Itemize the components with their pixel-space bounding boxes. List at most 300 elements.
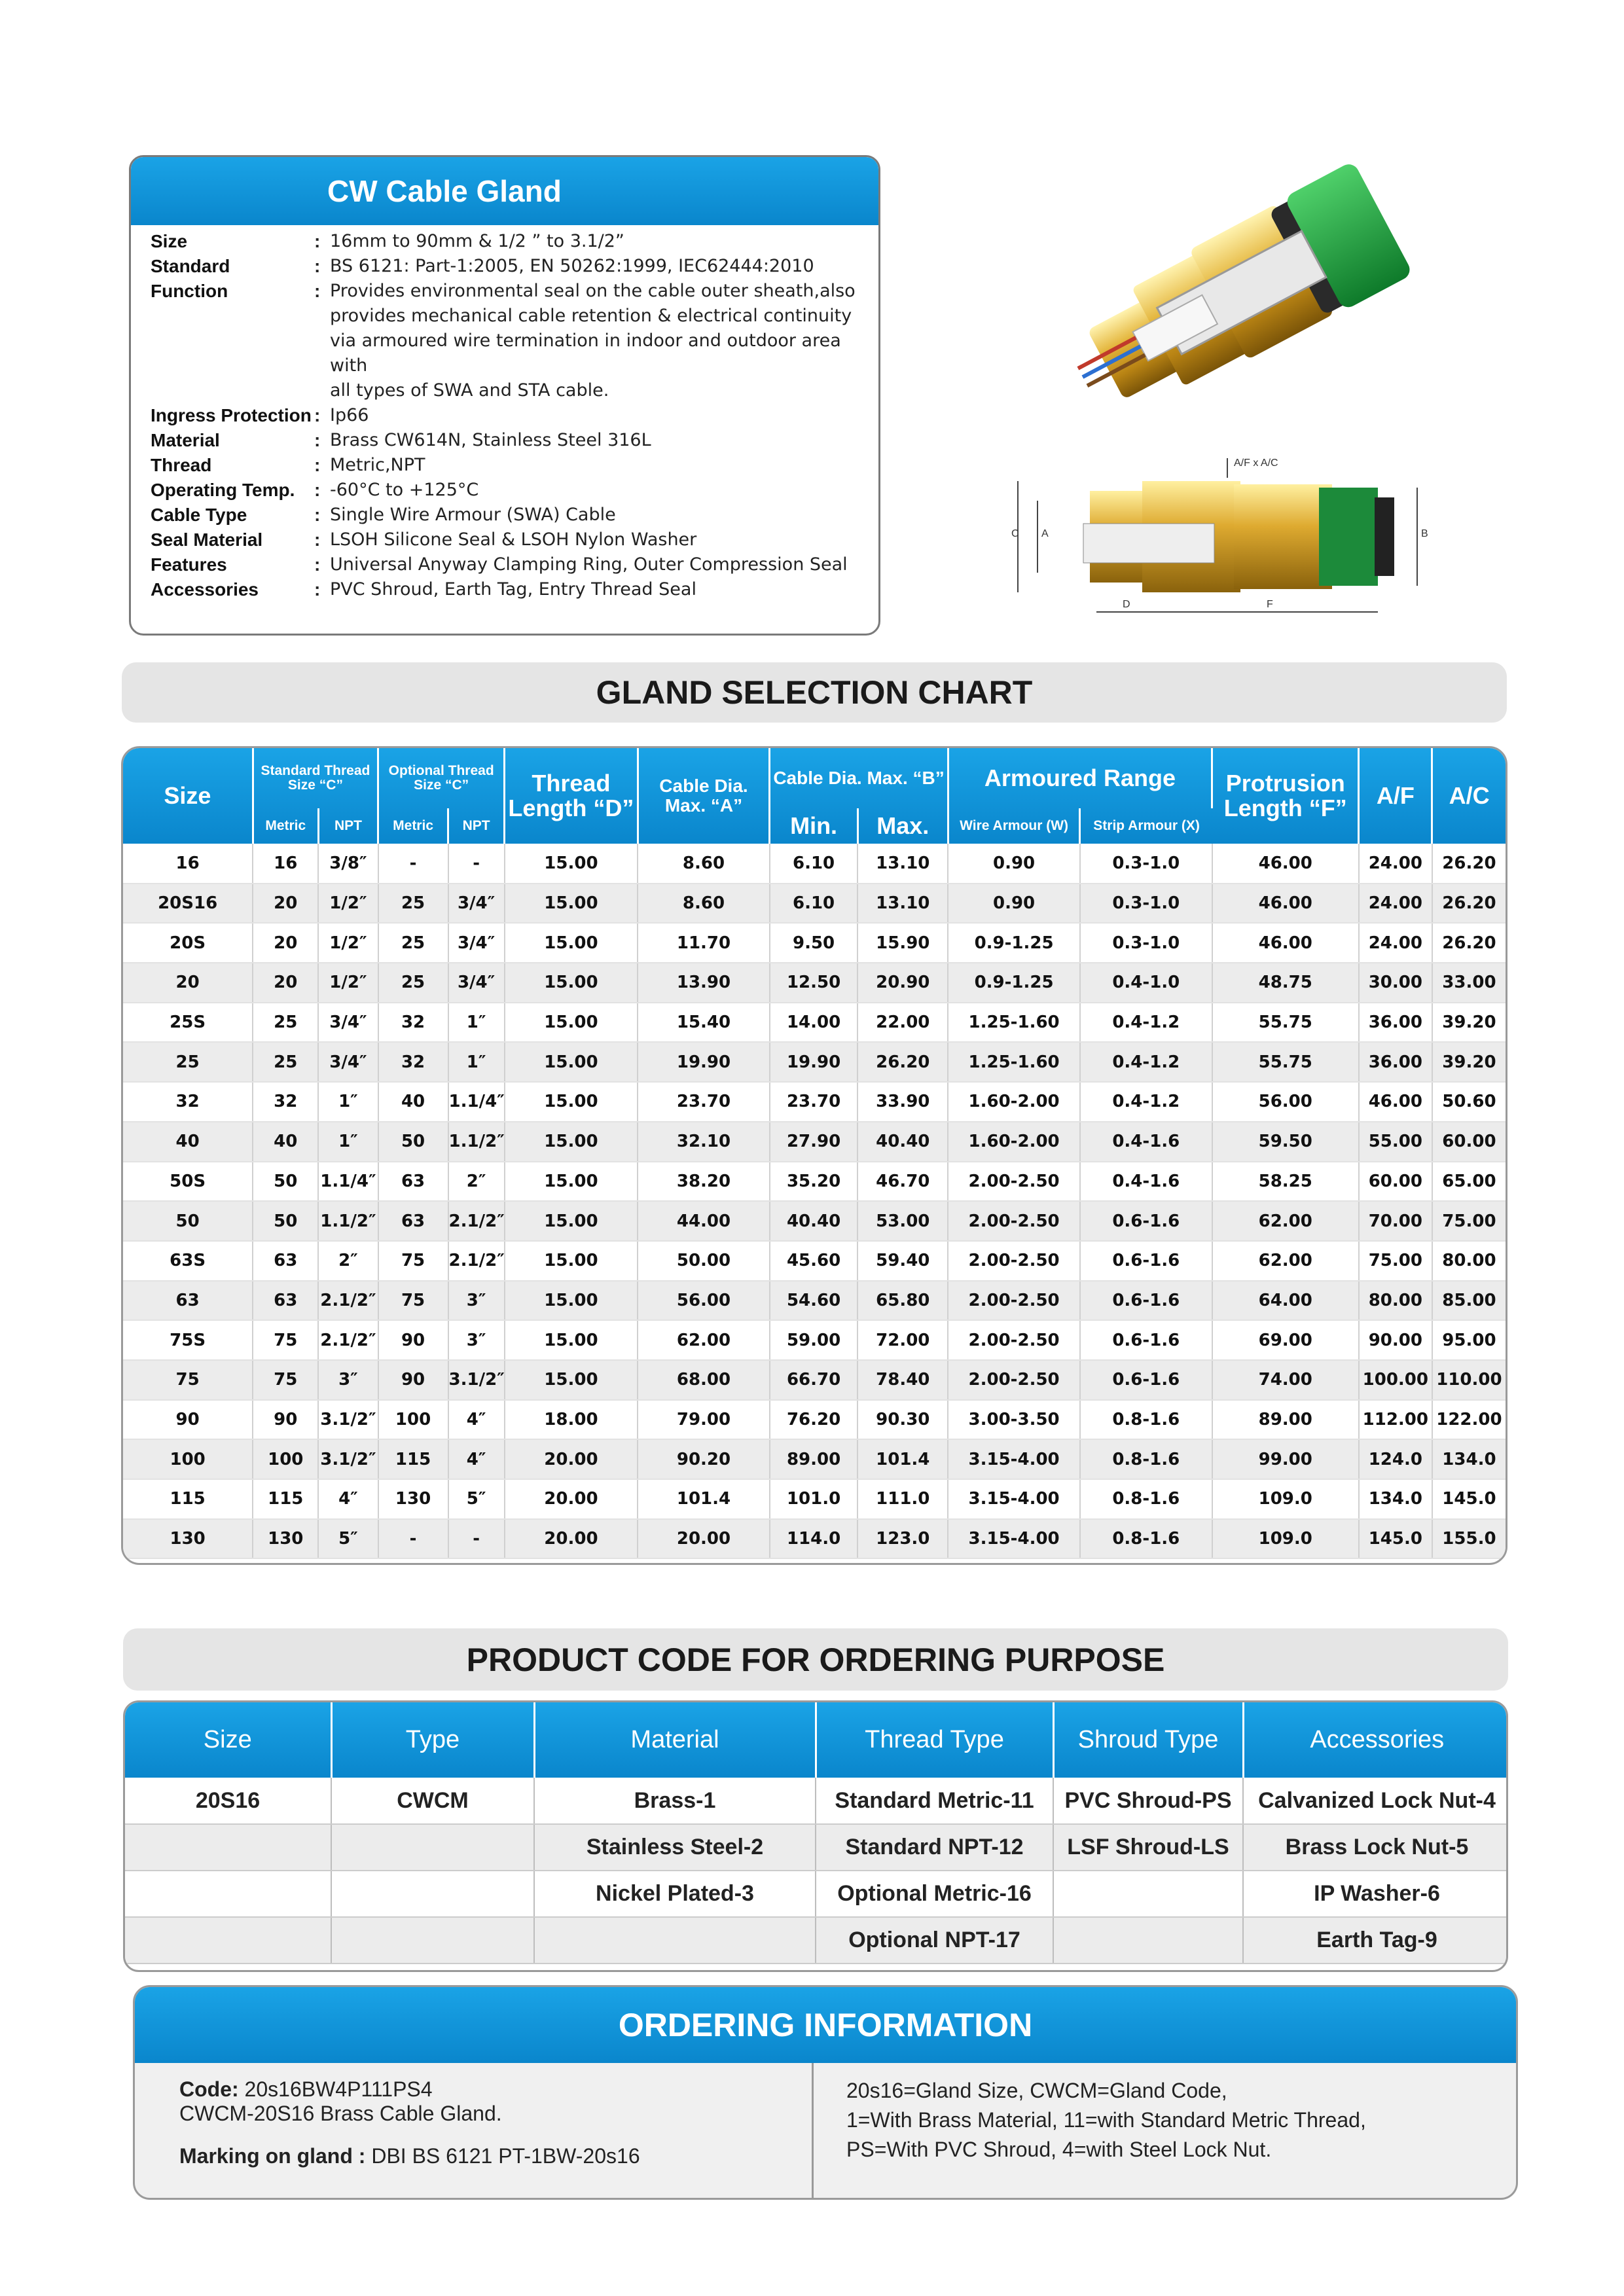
table-cell: 75	[378, 1241, 448, 1281]
col-thread-length: Thread Length “D”	[505, 748, 638, 844]
spec-label: Ingress Protection	[151, 405, 312, 425]
table-cell: 0.4-1.6	[1080, 1122, 1212, 1162]
table-row	[123, 1201, 1506, 1241]
spec-row	[151, 254, 878, 279]
label-d: D	[1123, 599, 1130, 610]
table-cell: 23.70	[770, 1082, 857, 1122]
table-cell	[125, 1824, 331, 1871]
table-cell: 80.00	[1432, 1241, 1506, 1281]
table-cell: 50	[378, 1122, 448, 1162]
table-cell: 74.00	[1212, 1360, 1359, 1400]
table-cell: 4″	[448, 1400, 505, 1440]
table-cell: 3″	[448, 1281, 505, 1321]
col-wire-armour: Wire Armour (W)	[948, 808, 1080, 844]
table-cell: 3″	[448, 1320, 505, 1360]
table-cell: 2.1/2″	[318, 1320, 378, 1360]
table-cell: 68.00	[638, 1360, 770, 1400]
order-code-label: Code:	[179, 2077, 239, 2101]
table-cell: 26.20	[1432, 884, 1506, 924]
table-cell: 66.70	[770, 1360, 857, 1400]
table-cell: Stainless Steel-2	[534, 1824, 816, 1871]
table-cell: Brass-1	[534, 1778, 816, 1824]
table-cell: 112.00	[1359, 1400, 1432, 1440]
table-cell: 0.4-1.2	[1080, 1082, 1212, 1122]
table-cell: 0.3-1.0	[1080, 884, 1212, 924]
label-af: A/F x A/C	[1234, 457, 1278, 469]
table-cell: LSF Shroud-LS	[1053, 1824, 1243, 1871]
table-cell: 25S	[123, 1003, 253, 1043]
table-cell: 20	[253, 963, 318, 1003]
spec-value: Brass CW614N, Stainless Steel 316L	[330, 430, 651, 450]
table-cell: 12.50	[770, 963, 857, 1003]
spec-value: 16mm to 90mm & 1/2 ” to 3.1/2”	[330, 231, 624, 251]
code-col-header: Size	[125, 1702, 331, 1778]
table-cell: 26.20	[857, 1042, 948, 1082]
table-cell: 0.8-1.6	[1080, 1400, 1212, 1440]
table-cell	[125, 1871, 331, 1917]
table-cell: 32.10	[638, 1122, 770, 1162]
table-cell: 46.00	[1212, 884, 1359, 924]
table-cell: 59.00	[770, 1320, 857, 1360]
table-cell: 62.00	[1212, 1201, 1359, 1241]
table-cell: 75.00	[1432, 1201, 1506, 1241]
table-cell: 32	[378, 1003, 448, 1043]
spec-colon: :	[314, 405, 321, 425]
table-cell: 50	[123, 1201, 253, 1241]
table-row	[123, 1042, 1506, 1082]
table-cell: Optional NPT-17	[816, 1917, 1053, 1964]
spec-colon: :	[314, 579, 321, 600]
table-cell: 20S16	[125, 1778, 331, 1824]
table-cell: 130	[253, 1519, 318, 1559]
table-cell: 72.00	[857, 1320, 948, 1360]
code-col-header: Material	[534, 1702, 816, 1778]
spec-label: Function	[151, 281, 228, 301]
table-cell: 90	[378, 1320, 448, 1360]
table-cell: 0.6-1.6	[1080, 1281, 1212, 1321]
table-cell: 20	[253, 923, 318, 963]
spec-row	[151, 552, 878, 577]
selection-table	[123, 748, 1506, 1559]
table-cell: 23.70	[638, 1082, 770, 1122]
table-cell: PVC Shroud-PS	[1053, 1778, 1243, 1824]
spec-colon: :	[314, 231, 321, 251]
spec-label: Material	[151, 430, 220, 450]
table-cell: 50S	[123, 1162, 253, 1202]
table-cell: 1″	[448, 1003, 505, 1043]
col-protrusion: Protrusion Length “F”	[1212, 748, 1359, 844]
table-cell: 65.80	[857, 1281, 948, 1321]
table-cell: 15.40	[638, 1003, 770, 1043]
spec-label: Thread	[151, 455, 212, 475]
spec-value: Universal Anyway Clamping Ring, Outer Compression Seal	[330, 554, 848, 575]
table-cell: 15.00	[505, 1042, 638, 1082]
spec-row	[151, 453, 878, 478]
table-cell	[534, 1917, 816, 1964]
table-cell: 20S	[123, 923, 253, 963]
col-std-npt: NPT	[318, 808, 378, 844]
table-cell: 30.00	[1359, 963, 1432, 1003]
table-cell: 3/4″	[448, 963, 505, 1003]
table-cell: 33.00	[1432, 963, 1506, 1003]
table-cell: -	[448, 844, 505, 884]
table-cell: 2.00-2.50	[948, 1320, 1080, 1360]
table-cell: 63	[253, 1281, 318, 1321]
table-cell: 3/4″	[318, 1003, 378, 1043]
table-cell	[1053, 1917, 1243, 1964]
col-max: Max.	[857, 808, 948, 844]
table-row	[123, 844, 1506, 884]
table-cell: 60.00	[1359, 1162, 1432, 1202]
selection-rows	[123, 844, 1506, 1558]
col-std-metric: Metric	[253, 808, 318, 844]
table-cell: 27.90	[770, 1122, 857, 1162]
table-cell: 101.0	[770, 1479, 857, 1519]
table-cell: 15.00	[505, 1122, 638, 1162]
col-af: A/F	[1359, 748, 1432, 844]
table-cell: 40	[378, 1082, 448, 1122]
table-cell: 3.1/2″	[448, 1360, 505, 1400]
spec-row	[151, 403, 878, 428]
table-cell: 13.10	[857, 884, 948, 924]
table-cell: 1.25-1.60	[948, 1003, 1080, 1043]
table-cell: 15.00	[505, 884, 638, 924]
table-row	[125, 1917, 1508, 1964]
table-cell: 63	[378, 1162, 448, 1202]
spec-colon: :	[314, 529, 321, 550]
table-row	[123, 1360, 1506, 1400]
table-cell: Brass Lock Nut-5	[1243, 1824, 1508, 1871]
table-row	[123, 1082, 1506, 1122]
table-row	[123, 1162, 1506, 1202]
table-cell: 89.00	[1212, 1400, 1359, 1440]
table-cell: 46.70	[857, 1162, 948, 1202]
table-cell: 63	[123, 1281, 253, 1321]
table-cell: 1″	[318, 1082, 378, 1122]
table-cell: 25	[123, 1042, 253, 1082]
table-row	[125, 1871, 1508, 1917]
table-cell: 14.00	[770, 1003, 857, 1043]
col-min: Min.	[770, 808, 857, 844]
table-cell: 0.8-1.6	[1080, 1479, 1212, 1519]
table-row	[123, 1281, 1506, 1321]
table-cell: 15.00	[505, 1162, 638, 1202]
table-cell: 90.20	[638, 1439, 770, 1479]
table-cell: 1.60-2.00	[948, 1122, 1080, 1162]
table-cell: 15.00	[505, 1320, 638, 1360]
spec-value: Metric,NPT	[330, 455, 425, 475]
table-cell: 100	[253, 1439, 318, 1479]
table-cell: 100	[123, 1439, 253, 1479]
table-cell: 0.3-1.0	[1080, 923, 1212, 963]
table-cell: 15.90	[857, 923, 948, 963]
table-cell: 26.20	[1432, 923, 1506, 963]
table-cell: 32	[253, 1082, 318, 1122]
table-cell: 3.15-4.00	[948, 1479, 1080, 1519]
table-cell: 6.10	[770, 884, 857, 924]
spec-header	[131, 157, 878, 225]
table-cell: 48.75	[1212, 963, 1359, 1003]
table-cell: 75	[253, 1360, 318, 1400]
col-size: Size	[123, 748, 253, 844]
table-cell: 33.90	[857, 1082, 948, 1122]
table-cell: Standard NPT-12	[816, 1824, 1053, 1871]
table-cell: 90	[378, 1360, 448, 1400]
table-cell: 4″	[448, 1439, 505, 1479]
spec-row	[151, 528, 878, 552]
table-cell: 55.75	[1212, 1003, 1359, 1043]
table-cell: 130	[378, 1479, 448, 1519]
table-cell: 122.00	[1432, 1400, 1506, 1440]
table-cell: 3/4″	[318, 1042, 378, 1082]
table-cell: 15.00	[505, 1003, 638, 1043]
table-cell: 62.00	[638, 1320, 770, 1360]
table-cell: 16	[123, 844, 253, 884]
table-cell: 79.00	[638, 1400, 770, 1440]
table-cell: 78.40	[857, 1360, 948, 1400]
table-cell: 13.90	[638, 963, 770, 1003]
table-cell: 95.00	[1432, 1320, 1506, 1360]
order-code-value: 20s16BW4P111PS4	[238, 2077, 433, 2101]
table-cell: 63S	[123, 1241, 253, 1281]
col-strip-armour: Strip Armour (X)	[1093, 818, 1200, 833]
table-cell: 50	[253, 1162, 318, 1202]
table-cell: 155.0	[1432, 1519, 1506, 1559]
spec-label: Accessories	[151, 579, 259, 600]
table-cell: 11.70	[638, 923, 770, 963]
table-cell: 53.00	[857, 1201, 948, 1241]
table-cell: 20.00	[638, 1519, 770, 1559]
table-cell: -	[448, 1519, 505, 1559]
ordering-info-card	[133, 1985, 1518, 2200]
table-cell: 60.00	[1432, 1122, 1506, 1162]
table-cell: 20.00	[505, 1519, 638, 1559]
table-cell: 46.00	[1212, 923, 1359, 963]
table-cell: 90.00	[1359, 1320, 1432, 1360]
spec-label: Cable Type	[151, 505, 247, 525]
col-opt-metric: Metric	[378, 808, 448, 844]
spec-label: Features	[151, 554, 227, 575]
table-cell: 15.00	[505, 1201, 638, 1241]
table-cell: 130	[123, 1519, 253, 1559]
table-cell: 1/2″	[318, 884, 378, 924]
table-row	[123, 1519, 1506, 1559]
table-cell: 38.20	[638, 1162, 770, 1202]
table-cell: 59.50	[1212, 1122, 1359, 1162]
table-cell: 75S	[123, 1320, 253, 1360]
table-cell: 115	[378, 1439, 448, 1479]
table-cell: 0.4-1.2	[1080, 1042, 1212, 1082]
table-cell: 40.40	[770, 1201, 857, 1241]
table-cell: 0.90	[948, 884, 1080, 924]
table-cell: 55.00	[1359, 1122, 1432, 1162]
table-cell: IP Washer-6	[1243, 1871, 1508, 1917]
table-cell: -	[378, 1519, 448, 1559]
table-cell: 1/2″	[318, 963, 378, 1003]
product-code-card	[123, 1700, 1508, 1972]
table-cell: 0.9-1.25	[948, 963, 1080, 1003]
table-cell: 9.50	[770, 923, 857, 963]
table-cell: 134.0	[1432, 1439, 1506, 1479]
table-cell: 35.20	[770, 1162, 857, 1202]
ordering-info-title: ORDERING INFORMATION	[135, 1987, 1516, 2063]
table-cell: 59.40	[857, 1241, 948, 1281]
label-b: B	[1421, 528, 1428, 539]
table-cell: 50.00	[638, 1241, 770, 1281]
spec-row	[151, 229, 878, 254]
table-cell: 50.60	[1432, 1082, 1506, 1122]
table-cell: 46.00	[1212, 844, 1359, 884]
table-cell: 1.25-1.60	[948, 1042, 1080, 1082]
table-cell: 15.00	[505, 1241, 638, 1281]
table-cell: 20.00	[505, 1479, 638, 1519]
spec-colon: :	[314, 430, 321, 450]
table-cell: 2.00-2.50	[948, 1201, 1080, 1241]
col-cable-dia-a: Cable Dia. Max. “A”	[638, 748, 770, 844]
col-opt-npt: NPT	[448, 808, 505, 844]
table-cell: 80.00	[1359, 1281, 1432, 1321]
spec-label: Seal Material	[151, 529, 263, 550]
spec-card	[129, 155, 880, 636]
table-cell: 8.60	[638, 844, 770, 884]
col-armoured-range: Armoured Range	[948, 748, 1212, 808]
table-cell: 90.30	[857, 1400, 948, 1440]
table-cell: 46.00	[1359, 1082, 1432, 1122]
table-cell: 3/4″	[448, 923, 505, 963]
ordering-code-panel	[135, 2063, 814, 2200]
code-col-header: Shroud Type	[1053, 1702, 1243, 1778]
table-cell: 2.1/2″	[448, 1201, 505, 1241]
spec-row	[151, 279, 878, 403]
table-cell: 110.00	[1432, 1360, 1506, 1400]
col-std-thread: Standard Thread Size “C”	[253, 748, 378, 808]
dimension-drawing	[1011, 452, 1456, 641]
spec-value: -60°C to +125°C	[330, 480, 479, 500]
code-col-header: Type	[331, 1702, 534, 1778]
table-cell: 32	[123, 1082, 253, 1122]
table-cell: 0.8-1.6	[1080, 1439, 1212, 1479]
table-cell: 109.0	[1212, 1519, 1359, 1559]
label-f: F	[1267, 599, 1273, 610]
order-code-line	[179, 2077, 812, 2102]
table-cell: 2″	[318, 1241, 378, 1281]
table-cell: 25	[378, 884, 448, 924]
table-row	[123, 923, 1506, 963]
table-cell: 0.6-1.6	[1080, 1360, 1212, 1400]
spec-value: Single Wire Armour (SWA) Cable	[330, 505, 616, 525]
table-cell: 85.00	[1432, 1281, 1506, 1321]
spec-colon: :	[314, 554, 321, 575]
table-cell: CWCM	[331, 1778, 534, 1824]
table-cell: 15.00	[505, 1082, 638, 1122]
table-cell: 1.1/2″	[448, 1122, 505, 1162]
table-cell: 0.3-1.0	[1080, 844, 1212, 884]
table-cell: 3/8″	[318, 844, 378, 884]
spec-row	[151, 478, 878, 503]
spec-row	[151, 577, 878, 602]
table-cell: 1″	[448, 1042, 505, 1082]
col-opt-thread: Optional Thread Size “C”	[378, 748, 505, 808]
table-row	[123, 1400, 1506, 1440]
table-cell: 15.00	[505, 1281, 638, 1321]
table-row	[123, 884, 1506, 924]
table-cell: 5″	[318, 1519, 378, 1559]
table-cell: 2.1/2″	[318, 1281, 378, 1321]
order-description: CWCM-20S16 Brass Cable Gland.	[179, 2102, 502, 2125]
table-cell: 1.1/2″	[318, 1201, 378, 1241]
table-cell: 3.1/2″	[318, 1439, 378, 1479]
table-cell	[331, 1871, 534, 1917]
order-explanation: 20s16=Gland Size, CWCM=Gland Code, 1=With Brass Material, 11=with Standard Metric Thread, PS=With PVC Shroud, 4=with Steel Lock Nut.	[846, 2079, 1366, 2161]
table-cell: 15.00	[505, 1360, 638, 1400]
spec-value: Ip66	[330, 405, 369, 425]
table-cell: 5″	[448, 1479, 505, 1519]
spec-colon: :	[314, 256, 321, 276]
table-cell: 15.00	[505, 923, 638, 963]
table-cell: 0.4-1.6	[1080, 1162, 1212, 1202]
table-cell: 54.60	[770, 1281, 857, 1321]
table-cell	[1053, 1871, 1243, 1917]
spec-list	[131, 225, 878, 602]
table-cell: Nickel Plated-3	[534, 1871, 816, 1917]
table-cell: 39.20	[1432, 1042, 1506, 1082]
table-cell: Calvanized Lock Nut-4	[1243, 1778, 1508, 1824]
table-cell: 124.0	[1359, 1439, 1432, 1479]
table-cell: 89.00	[770, 1439, 857, 1479]
table-cell: 26.20	[1432, 844, 1506, 884]
table-cell: 6.10	[770, 844, 857, 884]
table-cell: 101.4	[638, 1479, 770, 1519]
product-code-table	[125, 1702, 1508, 1964]
table-cell: 20	[123, 963, 253, 1003]
table-cell: 50	[253, 1201, 318, 1241]
spec-label: Operating Temp.	[151, 480, 295, 500]
order-marking-value: DBI BS 6121 PT-1BW-20s16	[365, 2144, 640, 2168]
table-cell: 25	[378, 963, 448, 1003]
table-cell: 2″	[448, 1162, 505, 1202]
table-cell: 39.20	[1432, 1003, 1506, 1043]
table-cell: 114.0	[770, 1519, 857, 1559]
table-cell: 24.00	[1359, 923, 1432, 963]
table-cell	[331, 1824, 534, 1871]
table-row	[123, 1241, 1506, 1281]
table-row	[123, 1320, 1506, 1360]
table-cell: 0.4-1.0	[1080, 963, 1212, 1003]
spec-label: Size	[151, 231, 188, 251]
table-cell: 55.75	[1212, 1042, 1359, 1082]
spec-label: Standard	[151, 256, 230, 276]
table-cell	[125, 1917, 331, 1964]
table-cell: Standard Metric-11	[816, 1778, 1053, 1824]
table-cell: 2.00-2.50	[948, 1281, 1080, 1321]
table-cell: 25	[253, 1042, 318, 1082]
table-cell: 36.00	[1359, 1042, 1432, 1082]
table-row	[125, 1824, 1508, 1871]
table-cell: 25	[253, 1003, 318, 1043]
spec-row	[151, 503, 878, 528]
table-cell: 15.00	[505, 844, 638, 884]
table-cell: 19.90	[770, 1042, 857, 1082]
spec-colon: :	[314, 480, 321, 500]
table-cell: 90	[253, 1400, 318, 1440]
table-row	[123, 1479, 1506, 1519]
col-cable-dia-b: Cable Dia. Max. “B”	[770, 748, 948, 808]
table-cell: 3.15-4.00	[948, 1519, 1080, 1559]
table-cell: 75	[378, 1281, 448, 1321]
table-cell: 63	[378, 1201, 448, 1241]
selection-chart-title: GLAND SELECTION CHART	[122, 662, 1507, 723]
table-cell: 145.0	[1359, 1519, 1432, 1559]
